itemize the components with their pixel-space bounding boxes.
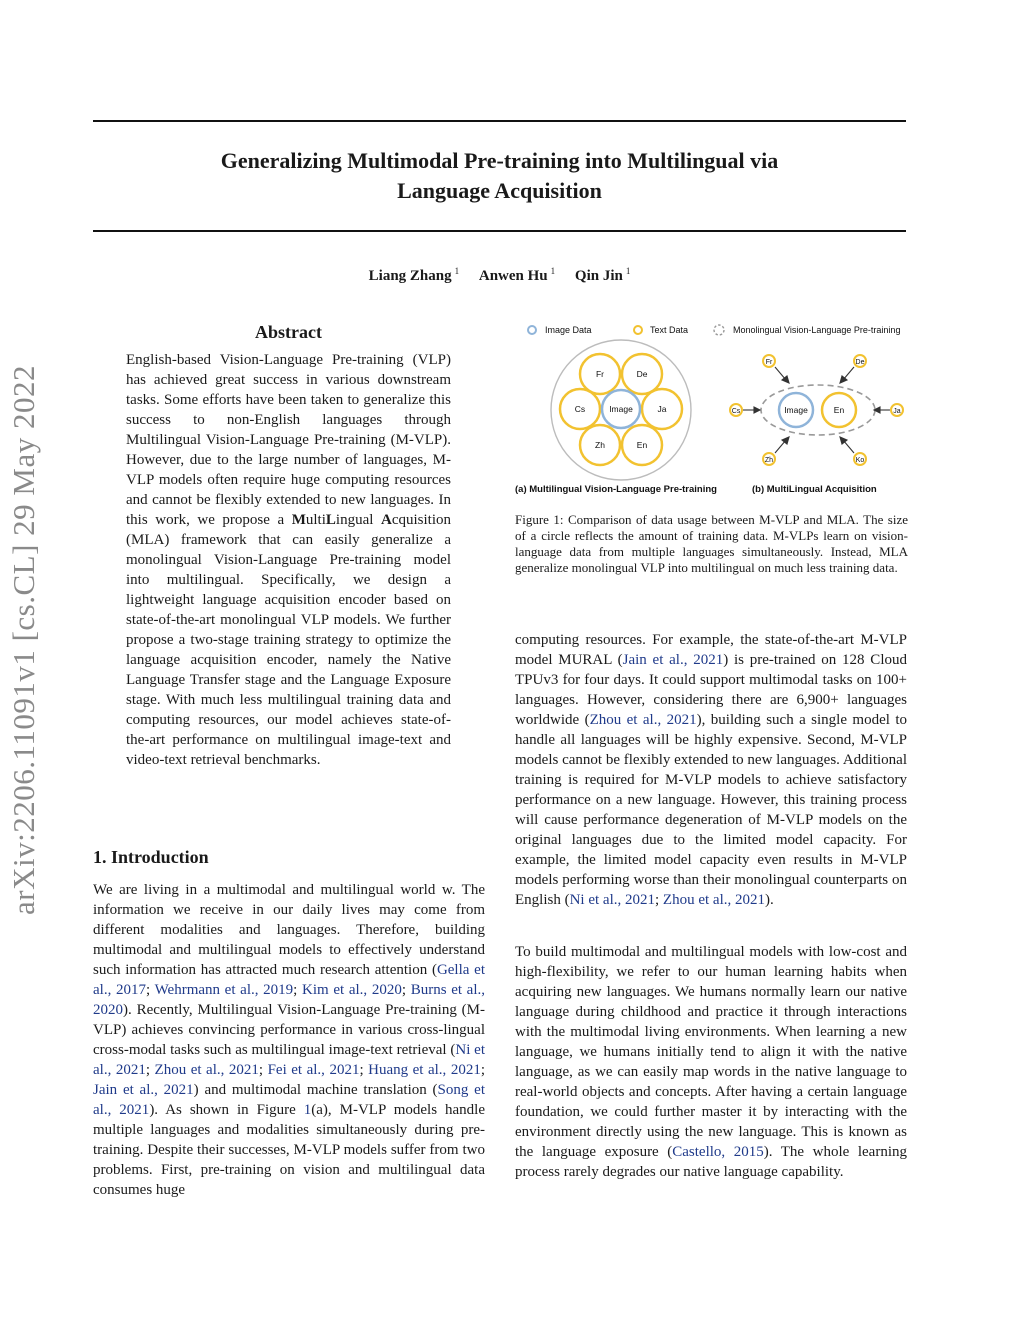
citation-link[interactable]: Fei et al., 2021 — [267, 1062, 360, 1078]
panel-a-lang-label: En — [636, 440, 648, 450]
legend-text-label: Text Data — [650, 325, 689, 335]
author-name: Qin Jin — [574, 268, 623, 284]
legend-image-label: Image Data — [545, 325, 592, 335]
panel-b-lang-label: De — [855, 359, 865, 366]
panel-b-lang-label: Ja — [893, 408, 901, 415]
panel-b-lang-label: Ko — [855, 457, 865, 464]
panel-a-lang-label: Cs — [574, 404, 586, 414]
mla-acronym-m: M — [291, 512, 306, 528]
panel-b-lang-label: Cs — [731, 408, 741, 415]
author-affiliation: 1 — [454, 266, 460, 276]
author-name: Liang Zhang — [368, 268, 452, 284]
bottom-rule — [93, 230, 906, 232]
panel-a-diagram — [551, 340, 691, 480]
right-paragraph-2 — [515, 942, 907, 1182]
text-run: ; — [258, 1062, 268, 1078]
author-affiliation: 1 — [550, 266, 556, 276]
mla-word-part: ulti — [305, 512, 326, 528]
text-run: ; — [293, 982, 303, 998]
panel-b-arrows — [743, 367, 890, 453]
mla-acronym-l: L — [325, 512, 336, 528]
panel-b-image-label: Image — [784, 405, 808, 415]
text-run: ; — [401, 982, 411, 998]
text-run: computing resources. For example, the state-of-the-art M-VLP model MURAL ( — [515, 632, 907, 668]
citation-link[interactable]: Ni et al., 2021 — [93, 1042, 485, 1078]
text-run: ), building such a single model to handle all languages will be highly expensive. Second, M-VLP models cannot be flexibly extended to new languages. Additional training is required for M-VLP models to achieve satisfactory performance on a new language. However, this training process will cause performance degeneration of M-VLP models on the original languages due to the limited model capacity. For example, the limited model capacity even results in M-VLP models performing worse than their monolingual counterparts on English ( — [515, 712, 907, 908]
author-list — [93, 266, 906, 285]
legend-mono-icon — [714, 325, 724, 335]
text-run: ; — [359, 1062, 369, 1078]
panel-a-lang-label: Fr — [595, 369, 605, 379]
author-1 — [369, 268, 459, 284]
paper-title — [93, 146, 906, 206]
text-run: ) and multimodal machine translation ( — [193, 1082, 438, 1098]
figure-legend — [528, 325, 900, 335]
citation-link[interactable]: Castello, 2015 — [672, 1144, 764, 1160]
right-paragraph-1 — [515, 630, 907, 910]
panel-b-caption: (b) MultiLingual Acquisition — [752, 484, 877, 495]
intro-paragraph — [93, 880, 485, 1200]
author-3 — [575, 268, 630, 284]
legend-image-icon — [528, 326, 536, 334]
citation-link[interactable]: Zhou et al., 2021 — [589, 712, 697, 728]
author-affiliation: 1 — [625, 266, 631, 276]
panel-b-lang-label: Fr — [765, 359, 773, 366]
top-rule — [93, 120, 906, 122]
title-line-1: Generalizing Multimodal Pre-training into Multilingual via — [220, 148, 779, 173]
arrowhead-cs — [754, 407, 760, 413]
text-run: To build multimodal and multilingual models with low-cost and high-flexibility, we refer to our human learning habits when acquiring new languages. We humans normally learn our native language during childhood and practice it through interactions with the multimodal living environments. When learning a new language, we humans initially tend to align it with the native language, as we can easily map words in the native language to real-world objects and concepts. After having a certain language foundation, we could further master it by interacting with the environment directly using the new language. This is known as the language exposure ( — [515, 944, 907, 1160]
arxiv-id[interactable]: arXiv:2206.11091v1 [cs.CL] 29 May 2022 — [6, 365, 41, 915]
legend-mono-label: Monolingual Vision-Language Pre-training — [733, 325, 901, 335]
text-run: We are living in a multimodal and multilingual world w. The information we receive in our daily lives may come from different modalities and languages. Therefore, building multimodal and multilingual models to effectively understand such information has attracted much research attention ( — [93, 882, 485, 978]
text-run: ). Recently, Multilingual Vision-Language Pre-training (M-VLP) achieves convincing performance in various cross-lingual cross-modal tasks such as multilingual image-text retrieval ( — [93, 1002, 485, 1058]
title-line-2: Language Acquisition — [397, 178, 602, 203]
figure-reference-link[interactable]: 1 — [303, 1102, 312, 1118]
citation-link[interactable]: Wehrmann et al., 2019 — [154, 982, 294, 998]
citation-link[interactable]: Gella et al., 2017 — [93, 962, 485, 998]
panel-a-lang-label: De — [636, 369, 648, 379]
mla-word-part: cquisition — [391, 512, 451, 528]
panel-b-diagram — [730, 355, 903, 465]
panel-a-caption: (a) Multilingual Vision-Language Pre-training — [515, 484, 717, 495]
author-name: Anwen Hu — [478, 268, 548, 284]
text-run: ; — [480, 1062, 485, 1078]
citation-link[interactable]: Zhou et al., 2021 — [154, 1062, 259, 1078]
author-2 — [479, 268, 555, 284]
abstract-part-2: (MLA) framework that can easily generalize a monolingual Vision-Language Pre-training model into multilingual. Specifically, we design a lightweight language acquisition encoder based on state-of-the-art monolingual VLP models. We further propose a two-stage training strategy to optimize the language acquisition encoder, namely the Native Language Transfer stage and the Language Exposure stage. With much less multilingual training data and computing resources, our model achieves state-of-the-art performance on multilingual image-text and video-text retrieval benchmarks. — [126, 532, 451, 768]
abstract-part-1: English-based Vision-Language Pre-training (VLP) has achieved great success in various downstream tasks. Some efforts have been taken to generalize this success to non-English languages through Multilingual Vision-Language Pre-training (M-VLP). However, due to the large number of languages, M-VLP models often require huge computing resources and cannot be flexibly extended to new languages. In this work, we propose a — [126, 352, 451, 528]
citation-link[interactable]: Kim et al., 2020 — [302, 982, 402, 998]
text-run: ; — [146, 982, 155, 998]
mla-acronym-a: A — [380, 512, 392, 528]
text-run: ). — [765, 892, 774, 908]
citation-link[interactable]: Jain et al., 2021 — [622, 652, 724, 668]
panel-a-lang-label: Zh — [595, 440, 605, 450]
panel-a-lang-label: Ja — [657, 404, 667, 414]
panel-b-lang-label: Zh — [764, 457, 774, 464]
text-run: ). As shown in Figure — [149, 1102, 304, 1118]
text-run: ; — [145, 1062, 155, 1078]
citation-link[interactable]: Ni et al., 2021 — [569, 892, 655, 908]
figure-1 — [505, 318, 905, 503]
mla-word-part: ingual — [335, 512, 381, 528]
text-run: ). The whole learning process rarely degrades our native language capability. — [515, 1144, 907, 1180]
citation-link[interactable]: Jain et al., 2021 — [93, 1082, 194, 1098]
text-run: ; — [655, 892, 663, 908]
section-heading-introduction: 1. Introduction — [93, 847, 209, 867]
abstract-heading: Abstract — [255, 322, 322, 342]
abstract-text — [126, 350, 451, 770]
legend-text-icon — [634, 326, 642, 334]
panel-b-en-label: En — [833, 405, 845, 415]
panel-a-image-label: Image — [609, 404, 633, 414]
citation-link[interactable]: Huang et al., 2021 — [368, 1062, 481, 1078]
citation-link[interactable]: Burns et al., 2020 — [93, 982, 486, 1018]
citation-link[interactable]: Song et al., 2021 — [93, 1082, 485, 1118]
text-run: (a), M-VLP models handle multiple languages and modalities simultaneously during pre-training. Despite their successes, M-VLP models suffer from two problems. First, pre-training on vision and multilingual data consumes huge — [93, 1102, 486, 1198]
citation-link[interactable]: Zhou et al., 2021 — [662, 892, 765, 908]
text-run: ) is pre-trained on 128 Cloud TPUv3 for four days. It could support multimodal tasks on 100+ languages. However, considering there are 6,900+ languages worldwide ( — [515, 652, 907, 728]
figure-caption: Figure 1: Comparison of data usage between M-VLP and MLA. The size of a circle reflects the amount of training data. M-VLPs learn on vision-language data from multiple languages simultaneously. Instead, MLA generalize monolingual VLP into multilingual on much less training data. — [515, 512, 908, 575]
